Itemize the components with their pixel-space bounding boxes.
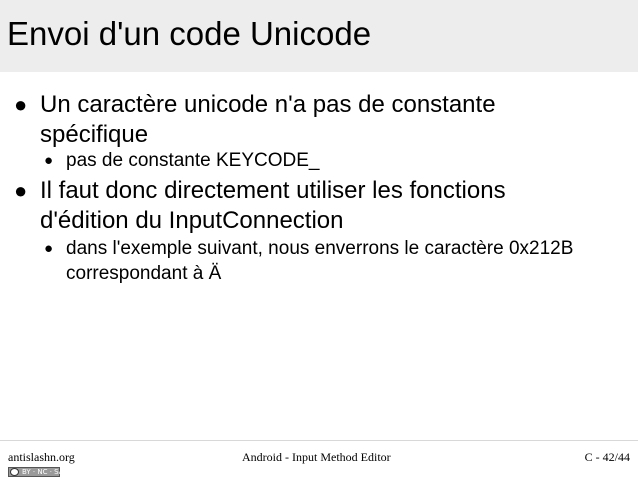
sub-bullet-icon: ● [44, 240, 54, 257]
bullet-icon: ● [14, 92, 28, 117]
footer-page-number: C - 42/44 [584, 450, 630, 464]
sub-bullet-icon: ● [44, 152, 54, 169]
cc-license-icon [8, 467, 64, 477]
bullet-item [14, 176, 600, 236]
bullet-text: Il faut donc directement utiliser les fonctions d'édition du InputConnection [40, 177, 506, 234]
footer-divider [0, 440, 638, 441]
slide-title: Envoi d'un code Unicode [7, 15, 372, 52]
footer-site: antislashn.org [8, 450, 75, 464]
sub-bullet-item [44, 148, 611, 173]
bullet-icon: ● [14, 178, 28, 203]
sub-bullet-item [44, 236, 611, 286]
bullet-text: Un caractère unicode n'a pas de constante spécifique [40, 91, 496, 148]
license-badge-text: BY · NC · SA [22, 468, 64, 476]
bullet-item [14, 90, 600, 150]
slide-footer [0, 440, 638, 479]
cc-logo-icon [10, 468, 19, 476]
footer-course-title: Android - Input Method Editor [242, 450, 391, 464]
title-bar [0, 0, 638, 72]
sub-bullet-text: pas de constante KEYCODE_ [66, 150, 320, 171]
sub-bullet-text: dans l'exemple suivant, nous enverrons le caractère 0x212B correspondant à Ä [66, 238, 574, 284]
